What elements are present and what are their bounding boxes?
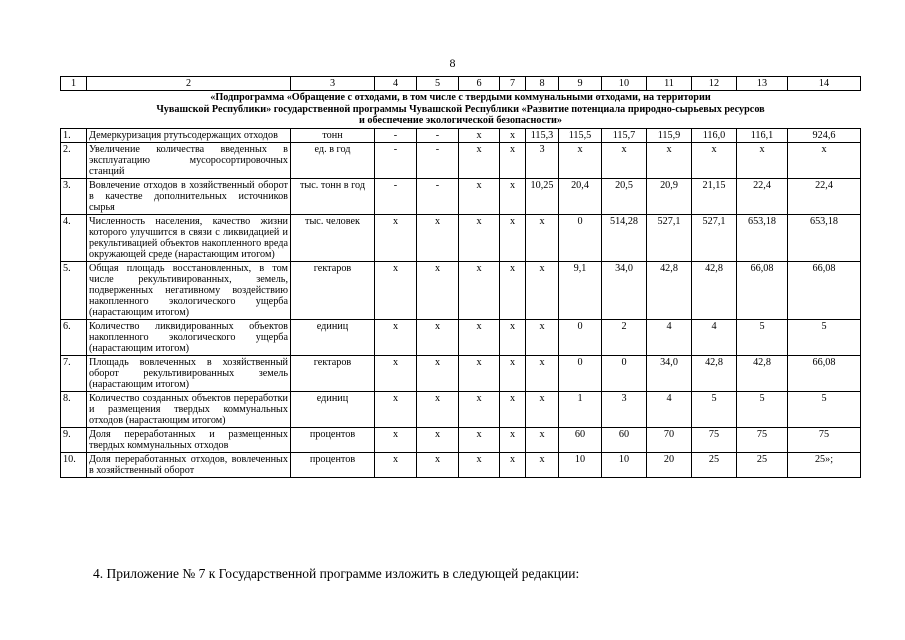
value-cell: 924,6 [788,128,861,142]
value-cell: 60 [559,427,602,452]
table-row [61,391,861,427]
unit-cell: процентов [291,452,375,477]
value-cell: 66,08 [737,261,788,319]
value-cell: 527,1 [692,214,737,261]
table-row [61,142,861,178]
value-cell: х [526,355,559,391]
footer-instruction: 4. Приложение № 7 к Государственной программе изложить в следующей редакции: [93,566,580,581]
subprogram-title-line: «Подпрограмма «Обращение с отходами, в том числе с твердыми коммунальными отходами, на территории [210,92,711,103]
value-cell: 66,08 [788,355,861,391]
unit-cell: тонн [291,128,375,142]
unit-cell: ед. в год [291,142,375,178]
value-cell: - [375,142,417,178]
column-number-cell: 4 [375,77,417,91]
value-cell: х [500,427,526,452]
value-cell: х [417,214,459,261]
value-cell: 22,4 [737,178,788,214]
column-number-cell: 10 [602,77,647,91]
value-cell: 34,0 [602,261,647,319]
value-cell: 70 [647,427,692,452]
value-cell: х [375,391,417,427]
value-cell: 514,28 [602,214,647,261]
unit-cell: единиц [291,319,375,355]
indicator-name: Численность населения, качество жизни которого улучшится в связи с ликвидацией и рекультивацией объектов накопленного вреда окружающей среде (нарастающим итогом) [87,214,291,261]
value-cell: х [459,214,500,261]
indicator-name: Общая площадь восстановленных, в том числе рекультивированных, земель, подверженных негативному воздействию накопленного экологического ущерба (нарастающим итогом) [87,261,291,319]
value-cell: 75 [692,427,737,452]
row-number: 9. [61,427,87,452]
indicator-name: Увеличение количества введенных в эксплуатацию мусоросортировочных станций [87,142,291,178]
column-number-cell: 13 [737,77,788,91]
page-number: 8 [449,56,456,70]
value-cell: 116,1 [737,128,788,142]
value-cell: 66,08 [788,261,861,319]
indicator-name: Доля переработанных отходов, вовлеченных в хозяйственный оборот [87,452,291,477]
value-cell: х [375,427,417,452]
value-cell: 5 [788,319,861,355]
value-cell: 653,18 [737,214,788,261]
value-cell: 4 [692,319,737,355]
value-cell: 0 [559,355,602,391]
subprogram-title-row [61,91,861,129]
value-cell: х [500,214,526,261]
value-cell: х [602,142,647,178]
table-row [61,261,861,319]
table-row [61,178,861,214]
unit-cell: тыс. человек [291,214,375,261]
subprogram-title [61,91,861,129]
value-cell: х [500,178,526,214]
subprogram-title-line: и обеспечение экологической безопасности» [359,115,562,126]
value-cell: 75 [788,427,861,452]
row-number: 1. [61,128,87,142]
table-row [61,452,861,477]
value-cell: 25 [737,452,788,477]
value-cell: 25 [692,452,737,477]
row-number: 4. [61,214,87,261]
value-cell: х [417,355,459,391]
value-cell: 653,18 [788,214,861,261]
value-cell: 10 [602,452,647,477]
column-number-cell: 7 [500,77,526,91]
value-cell: х [500,142,526,178]
unit-cell: тыс. тонн в год [291,178,375,214]
indicator-name: Демеркуризация ртутьсодержащих отходов [87,128,291,142]
value-cell: - [417,178,459,214]
value-cell: х [459,452,500,477]
value-cell: х [526,391,559,427]
value-cell: 34,0 [647,355,692,391]
column-number-cell: 1 [61,77,87,91]
value-cell: 5 [692,391,737,427]
value-cell: 25»; [788,452,861,477]
value-cell: х [459,142,500,178]
value-cell: 5 [737,391,788,427]
value-cell: 9,1 [559,261,602,319]
value-cell: 115,3 [526,128,559,142]
value-cell: х [500,261,526,319]
value-cell: 116,0 [692,128,737,142]
value-cell: - [375,128,417,142]
unit-cell: процентов [291,427,375,452]
value-cell: х [737,142,788,178]
value-cell: х [417,261,459,319]
column-number-row [61,77,861,91]
value-cell: х [459,261,500,319]
value-cell: х [375,319,417,355]
indicator-name: Доля переработанных и размещенных твердых коммунальных отходов [87,427,291,452]
value-cell: 0 [602,355,647,391]
value-cell: х [692,142,737,178]
table-row [61,427,861,452]
value-cell: х [417,319,459,355]
value-cell: х [417,391,459,427]
value-cell: х [459,391,500,427]
column-number-cell: 5 [417,77,459,91]
row-number: 6. [61,319,87,355]
table-row [61,319,861,355]
value-cell: 20,9 [647,178,692,214]
value-cell: 20,4 [559,178,602,214]
column-number-cell: 9 [559,77,602,91]
value-cell: 20 [647,452,692,477]
unit-cell: единиц [291,391,375,427]
value-cell: х [526,427,559,452]
value-cell: х [559,142,602,178]
value-cell: - [417,128,459,142]
indicator-name: Площадь вовлеченных в хозяйственный оборот рекультивированных земель (нарастающим итогом) [87,355,291,391]
subprogram-title-line: Чувашской Республики» государственной программы Чувашской Республики «Развитие потенциала природно-сырьевых ресурсов [156,103,765,115]
value-cell: х [500,319,526,355]
value-cell: х [417,427,459,452]
column-number-cell: 11 [647,77,692,91]
indicator-name: Количество созданных объектов переработки и размещения твердых коммунальных отходов (нарастающим итогом) [87,391,291,427]
value-cell: 42,8 [692,261,737,319]
value-cell: х [375,261,417,319]
value-cell: 5 [788,391,861,427]
indicator-name: Вовлечение отходов в хозяйственный оборот в качестве дополнительных источников сырья [87,178,291,214]
value-cell: х [459,178,500,214]
row-number: 10. [61,452,87,477]
value-cell: 60 [602,427,647,452]
value-cell: 527,1 [647,214,692,261]
value-cell: х [647,142,692,178]
value-cell: 22,4 [788,178,861,214]
value-cell: х [500,355,526,391]
indicator-name: Количество ликвидированных объектов накопленного экологического ущерба (нарастающим итогом) [87,319,291,355]
value-cell: 42,8 [692,355,737,391]
value-cell: х [459,427,500,452]
unit-cell: гектаров [291,355,375,391]
table-row [61,355,861,391]
value-cell: х [500,391,526,427]
value-cell: х [500,452,526,477]
row-number: 2. [61,142,87,178]
value-cell: 21,15 [692,178,737,214]
value-cell: 115,5 [559,128,602,142]
value-cell: 0 [559,214,602,261]
value-cell: х [526,261,559,319]
value-cell: 4 [647,319,692,355]
row-number: 3. [61,178,87,214]
value-cell: 5 [737,319,788,355]
value-cell: х [375,214,417,261]
value-cell: 2 [602,319,647,355]
value-cell: 3 [602,391,647,427]
value-cell: х [526,319,559,355]
row-number: 8. [61,391,87,427]
value-cell: х [526,452,559,477]
value-cell: х [459,128,500,142]
value-cell: 115,9 [647,128,692,142]
value-cell: х [500,128,526,142]
value-cell: х [788,142,861,178]
unit-cell: гектаров [291,261,375,319]
column-number-cell: 14 [788,77,861,91]
column-number-cell: 12 [692,77,737,91]
row-number: 5. [61,261,87,319]
value-cell: 20,5 [602,178,647,214]
value-cell: 10 [559,452,602,477]
row-number: 7. [61,355,87,391]
value-cell: 42,8 [737,355,788,391]
column-number-cell: 2 [87,77,291,91]
value-cell: 115,7 [602,128,647,142]
value-cell: х [459,355,500,391]
table-row [61,128,861,142]
value-cell: - [375,178,417,214]
value-cell: 1 [559,391,602,427]
value-cell: х [459,319,500,355]
value-cell: 75 [737,427,788,452]
column-number-cell: 3 [291,77,375,91]
column-number-cell: 6 [459,77,500,91]
value-cell: 0 [559,319,602,355]
value-cell: 10,25 [526,178,559,214]
value-cell: 3 [526,142,559,178]
value-cell: х [417,452,459,477]
value-cell: 42,8 [647,261,692,319]
value-cell: х [526,214,559,261]
value-cell: х [375,452,417,477]
column-number-cell: 8 [526,77,559,91]
indicators-table [60,76,861,478]
value-cell: 4 [647,391,692,427]
table-row [61,214,861,261]
value-cell: х [375,355,417,391]
value-cell: - [417,142,459,178]
